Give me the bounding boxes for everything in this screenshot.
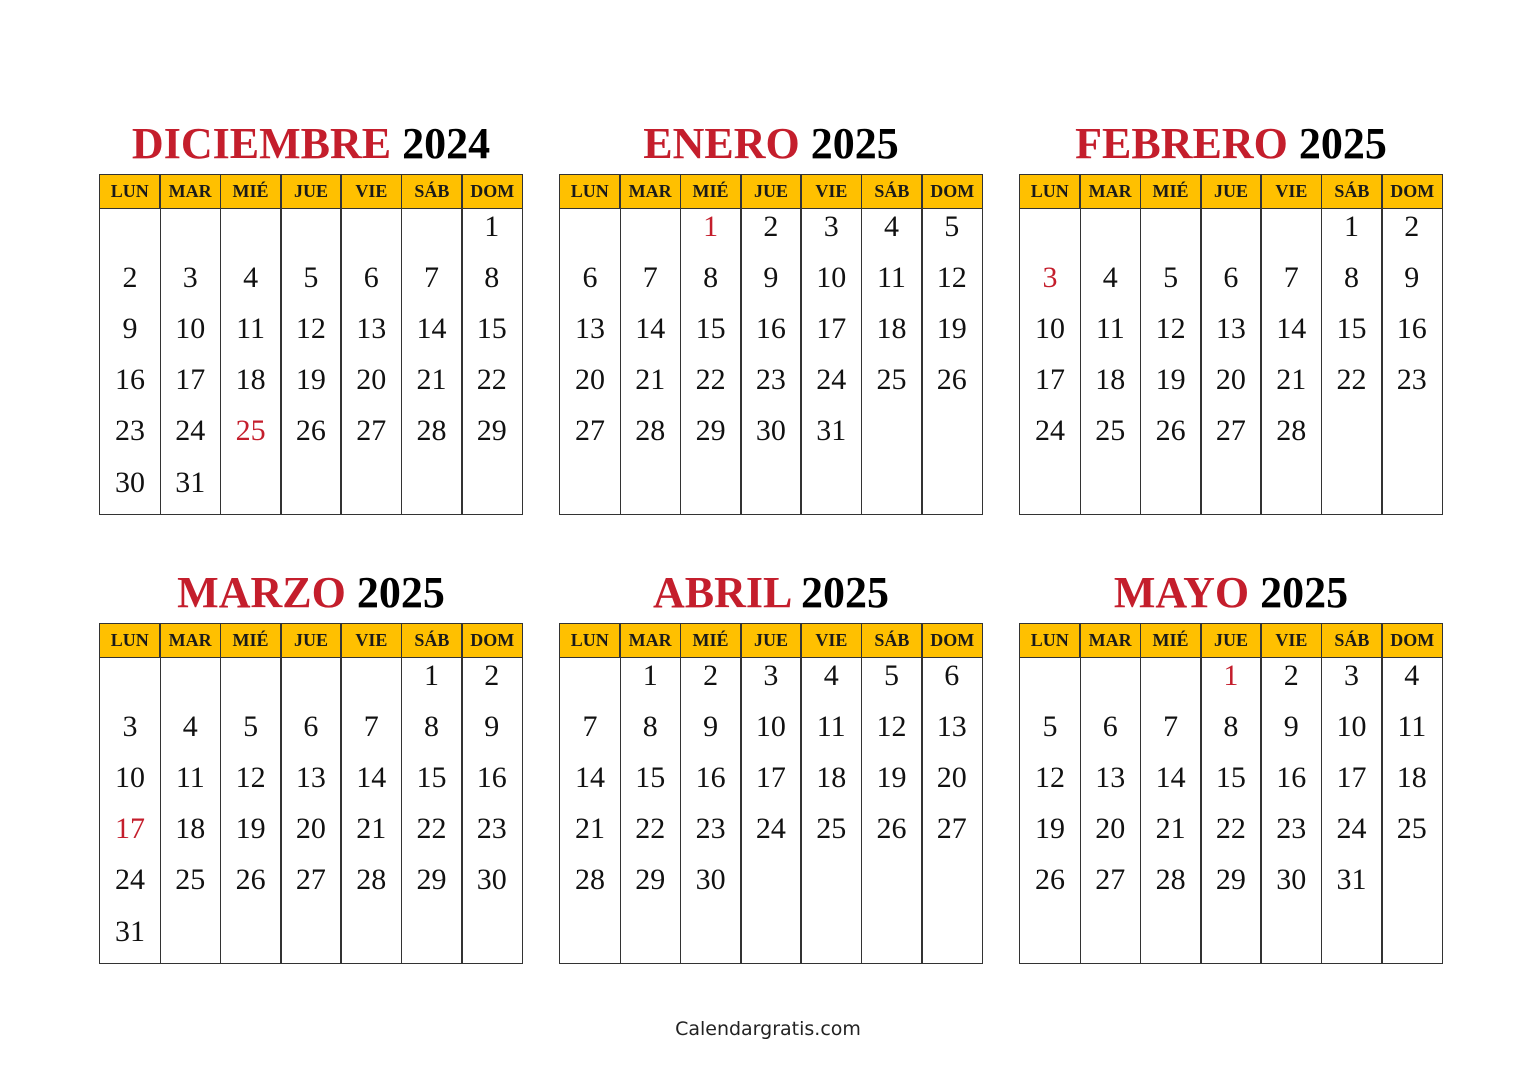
month-year: 2025	[799, 119, 899, 168]
day-number: 12	[1035, 761, 1065, 795]
day-number: 28	[1276, 414, 1307, 448]
month-name: ENERO	[643, 119, 800, 168]
weekday-label: LUN	[560, 624, 620, 657]
day-number: 8	[1223, 710, 1239, 744]
day-number: 21	[575, 812, 605, 846]
day-number: 9	[1283, 710, 1299, 744]
month-name: FEBRERO	[1075, 119, 1288, 168]
day-number: 26	[235, 863, 266, 897]
day-number: 6	[1102, 710, 1118, 744]
day-number: 19	[1035, 812, 1065, 846]
day-number: 23	[1396, 363, 1427, 397]
holiday-day: 1	[1223, 659, 1239, 692]
day-number: 8	[424, 710, 439, 744]
day-number: 19	[876, 761, 907, 795]
day-number: 16	[1276, 761, 1307, 795]
weekday-label: MIÉ	[221, 175, 281, 208]
weekday-label: MIÉ	[681, 175, 741, 208]
day-number: 24	[115, 863, 145, 897]
month-grid	[1019, 623, 1443, 964]
day-number: 22	[1336, 363, 1367, 397]
day-number: 14	[635, 312, 666, 346]
weekday-label: LUN	[100, 175, 160, 208]
weekday-label: LUN	[1020, 624, 1080, 657]
day-number: 16	[476, 761, 507, 795]
day-number: 8	[642, 710, 658, 744]
day-number: 25	[175, 863, 206, 897]
weekday-label: MAR	[1080, 175, 1140, 208]
weekday-label: MAR	[160, 175, 220, 208]
day-number: 11	[1095, 312, 1125, 346]
day-number: 9	[703, 710, 719, 744]
weekday-label: JUE	[741, 175, 801, 208]
day-number: 28	[356, 863, 387, 897]
day-number: 27	[936, 812, 967, 846]
day-number: 6	[1223, 261, 1239, 295]
day-number: 16	[755, 312, 786, 346]
day-number: 2	[1404, 210, 1420, 243]
day-number: 1	[642, 659, 658, 692]
day-number: 3	[122, 710, 138, 744]
day-number: 7	[642, 261, 658, 295]
holiday-day: 3	[1042, 261, 1058, 295]
weekday-label: MIÉ	[221, 624, 281, 657]
day-number: 19	[235, 812, 266, 846]
weekday-label: VIE	[342, 175, 402, 208]
day-number: 1	[424, 659, 439, 692]
day-number: 10	[755, 710, 786, 744]
weekday-label: SÁB	[402, 175, 462, 208]
day-number: 7	[1283, 261, 1299, 295]
day-number: 27	[1095, 863, 1126, 897]
weekday-label: VIE	[342, 624, 402, 657]
day-number: 8	[703, 261, 719, 295]
month-grid	[99, 174, 523, 515]
weekday-label: DOM	[470, 630, 515, 650]
weekday-label: VIE	[802, 175, 862, 208]
day-number: 25	[876, 363, 907, 397]
weekday-label: MAR	[160, 624, 220, 657]
day-number: 15	[416, 761, 447, 795]
day-number: 26	[1035, 863, 1065, 897]
day-number: 29	[635, 863, 666, 897]
day-number: 26	[295, 414, 326, 448]
weekday-header	[560, 175, 982, 209]
day-number: 11	[877, 261, 906, 295]
month-name: MAYO	[1113, 568, 1250, 617]
day-number: 22	[635, 812, 666, 846]
day-number: 2	[763, 210, 779, 243]
day-number: 18	[1396, 761, 1427, 795]
day-number: 18	[1095, 363, 1126, 397]
weekday-label: DOM	[1390, 630, 1435, 650]
weekday-label: LUN	[560, 175, 620, 208]
day-number: 5	[944, 210, 960, 243]
day-number: 9	[122, 312, 138, 346]
day-number: 31	[175, 465, 206, 499]
day-number: 24	[755, 812, 786, 846]
day-number: 16	[115, 363, 145, 397]
day-number: 13	[356, 312, 387, 346]
day-number: 22	[695, 363, 726, 397]
day-number: 30	[115, 465, 145, 499]
day-number: 24	[816, 363, 847, 397]
weekday-label: VIE	[1262, 624, 1322, 657]
day-number: 1	[484, 210, 500, 243]
day-number: 2	[703, 659, 719, 692]
day-number: 10	[175, 312, 206, 346]
day-number: 25	[1095, 414, 1126, 448]
day-number: 18	[175, 812, 206, 846]
month-year: 2025	[1249, 568, 1349, 617]
holiday-day: 17	[115, 812, 145, 846]
weekday-label: MIÉ	[1141, 624, 1201, 657]
day-number: 29	[476, 414, 507, 448]
day-number: 1	[1344, 210, 1359, 243]
day-number: 13	[295, 761, 326, 795]
weekday-label: VIE	[802, 624, 862, 657]
day-number: 21	[356, 812, 387, 846]
day-number: 11	[1397, 710, 1427, 744]
day-number: 4	[182, 710, 198, 744]
day-number: 28	[575, 863, 605, 897]
weekday-label: LUN	[1020, 175, 1080, 208]
day-number: 4	[243, 261, 259, 295]
day-number: 30	[695, 863, 726, 897]
day-number: 3	[823, 210, 839, 243]
day-number: 15	[635, 761, 666, 795]
weekday-label: SÁB	[862, 175, 922, 208]
day-number: 2	[122, 261, 138, 295]
footer-site: Calendargratis.com	[675, 1018, 861, 1040]
day-number: 22	[1215, 812, 1246, 846]
weekday-label: MIÉ	[1141, 175, 1201, 208]
weekday-label: LUN	[100, 624, 160, 657]
month-title	[99, 567, 523, 619]
month-name: DICIEMBRE	[131, 119, 392, 168]
day-number: 18	[816, 761, 847, 795]
day-number: 29	[695, 414, 726, 448]
day-number: 16	[1396, 312, 1427, 346]
day-number: 9	[1404, 261, 1420, 295]
day-number: 14	[416, 312, 447, 346]
day-number: 21	[416, 363, 447, 397]
month-title	[99, 118, 523, 170]
day-number: 16	[695, 761, 726, 795]
day-number: 7	[1163, 710, 1179, 744]
day-number: 14	[1276, 312, 1307, 346]
weekday-label: SÁB	[1322, 624, 1382, 657]
day-number: 12	[235, 761, 266, 795]
weekday-label: JUE	[281, 175, 341, 208]
weekday-label: DOM	[930, 181, 975, 201]
day-number: 27	[575, 414, 605, 448]
day-number: 15	[1215, 761, 1246, 795]
day-number: 21	[635, 363, 666, 397]
weekday-label: JUE	[1201, 175, 1261, 208]
day-number: 15	[695, 312, 726, 346]
day-number: 12	[936, 261, 967, 295]
day-number: 3	[182, 261, 198, 295]
month-grid	[99, 623, 523, 964]
weekday-label: SÁB	[1322, 175, 1382, 208]
day-number: 5	[243, 710, 259, 744]
day-number: 6	[944, 659, 960, 692]
weekday-label: JUE	[741, 624, 801, 657]
day-number: 26	[1155, 414, 1186, 448]
month-title	[1019, 567, 1443, 619]
day-number: 27	[1215, 414, 1246, 448]
weekday-label: DOM	[930, 630, 975, 650]
day-number: 9	[763, 261, 779, 295]
day-number: 26	[936, 363, 967, 397]
weekday-header	[100, 624, 522, 658]
day-number: 4	[1102, 261, 1118, 295]
day-number: 17	[1336, 761, 1367, 795]
month-grid	[559, 623, 983, 964]
day-number: 13	[1215, 312, 1246, 346]
day-number: 4	[1404, 659, 1420, 692]
month-name: ABRIL	[653, 568, 790, 617]
day-number: 21	[1276, 363, 1307, 397]
day-number: 14	[1155, 761, 1186, 795]
day-number: 21	[1155, 812, 1186, 846]
weekday-label: MAR	[620, 624, 680, 657]
day-number: 17	[755, 761, 786, 795]
month-year: 2024	[391, 119, 491, 168]
month-grid	[559, 174, 983, 515]
month-grid	[1019, 174, 1443, 515]
day-number: 29	[416, 863, 447, 897]
day-number: 30	[1276, 863, 1307, 897]
weekday-label: SÁB	[402, 624, 462, 657]
weekday-label: MIÉ	[681, 624, 741, 657]
weekday-header	[560, 624, 982, 658]
day-number: 2	[484, 659, 500, 692]
weekday-label: DOM	[470, 181, 515, 201]
month-title	[1019, 118, 1443, 170]
day-number: 12	[876, 710, 907, 744]
day-number: 12	[1155, 312, 1186, 346]
day-number: 14	[575, 761, 605, 795]
day-number: 18	[235, 363, 266, 397]
month-year: 2025	[789, 568, 889, 617]
day-number: 4	[823, 659, 839, 692]
month-year: 2025	[1287, 119, 1387, 168]
weekday-label: VIE	[1262, 175, 1322, 208]
day-number: 23	[1276, 812, 1307, 846]
day-number: 3	[1344, 659, 1359, 692]
month-title	[559, 567, 983, 619]
day-number: 31	[816, 414, 847, 448]
day-number: 23	[695, 812, 726, 846]
day-number: 15	[1336, 312, 1367, 346]
day-number: 24	[1336, 812, 1367, 846]
day-number: 20	[575, 363, 605, 397]
day-number: 5	[1042, 710, 1058, 744]
day-number: 22	[476, 363, 507, 397]
day-number: 6	[303, 710, 319, 744]
day-number: 29	[1215, 863, 1246, 897]
month-year: 2025	[345, 568, 445, 617]
day-number: 14	[356, 761, 387, 795]
day-number: 23	[115, 414, 145, 448]
day-number: 23	[476, 812, 507, 846]
holiday-day: 25	[235, 414, 266, 448]
day-number: 10	[115, 761, 145, 795]
day-number: 9	[484, 710, 500, 744]
day-number: 20	[356, 363, 387, 397]
day-number: 31	[115, 914, 145, 948]
day-number: 13	[1095, 761, 1126, 795]
weekday-header	[1020, 624, 1442, 658]
day-number: 18	[876, 312, 907, 346]
day-number: 25	[816, 812, 847, 846]
day-number: 6	[582, 261, 598, 295]
day-number: 20	[295, 812, 326, 846]
day-number: 5	[1163, 261, 1179, 295]
day-number: 27	[295, 863, 326, 897]
day-number: 7	[582, 710, 598, 744]
day-number: 22	[416, 812, 447, 846]
day-number: 5	[884, 659, 899, 692]
day-number: 13	[575, 312, 605, 346]
day-number: 19	[1155, 363, 1186, 397]
day-number: 26	[876, 812, 907, 846]
day-number: 25	[1396, 812, 1427, 846]
day-number: 20	[1215, 363, 1246, 397]
day-number: 4	[884, 210, 899, 243]
weekday-label: JUE	[281, 624, 341, 657]
weekday-label: DOM	[1390, 181, 1435, 201]
day-number: 8	[484, 261, 500, 295]
weekday-label: MAR	[620, 175, 680, 208]
day-number: 12	[295, 312, 326, 346]
day-number: 23	[755, 363, 786, 397]
day-number: 10	[816, 261, 847, 295]
day-number: 5	[303, 261, 319, 295]
day-number: 15	[476, 312, 507, 346]
day-number: 28	[1155, 863, 1186, 897]
day-number: 27	[356, 414, 387, 448]
weekday-label: MAR	[1080, 624, 1140, 657]
day-number: 20	[1095, 812, 1126, 846]
day-number: 30	[755, 414, 786, 448]
day-number: 31	[1336, 863, 1367, 897]
day-number: 11	[816, 710, 846, 744]
day-number: 10	[1336, 710, 1367, 744]
day-number: 17	[175, 363, 206, 397]
day-number: 28	[416, 414, 447, 448]
day-number: 10	[1035, 312, 1065, 346]
month-name: MARZO	[177, 568, 346, 617]
day-number: 24	[1035, 414, 1065, 448]
day-number: 20	[936, 761, 967, 795]
day-number: 8	[1344, 261, 1359, 295]
day-number: 7	[424, 261, 439, 295]
day-number: 17	[1035, 363, 1065, 397]
day-number: 11	[236, 312, 266, 346]
day-number: 6	[363, 261, 379, 295]
day-number: 7	[363, 710, 379, 744]
day-number: 3	[763, 659, 779, 692]
day-number: 13	[936, 710, 967, 744]
weekday-label: JUE	[1201, 624, 1261, 657]
day-number: 2	[1283, 659, 1299, 692]
day-number: 19	[936, 312, 967, 346]
day-number: 17	[816, 312, 847, 346]
day-number: 28	[635, 414, 666, 448]
weekday-label: SÁB	[862, 624, 922, 657]
weekday-header	[1020, 175, 1442, 209]
day-number: 19	[295, 363, 326, 397]
month-title	[559, 118, 983, 170]
day-number: 11	[175, 761, 205, 795]
weekday-header	[100, 175, 522, 209]
holiday-day: 1	[703, 210, 719, 243]
day-number: 24	[175, 414, 206, 448]
day-number: 30	[476, 863, 507, 897]
